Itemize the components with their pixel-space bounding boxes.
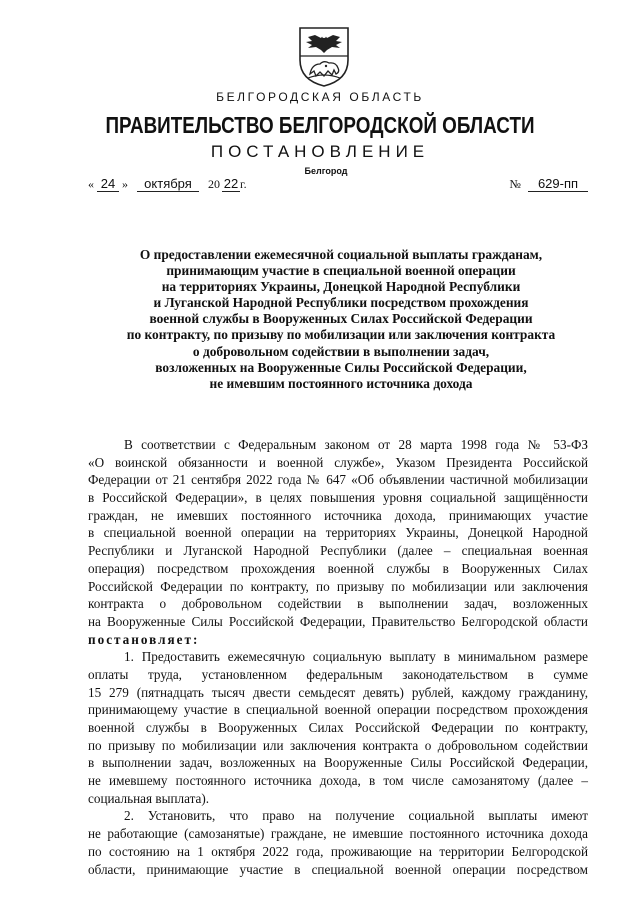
body-line: принимающему участие в специальной военной операции посредством прохождения: [88, 702, 588, 718]
region-name: БЕЛГОРОДСКАЯ ОБЛАСТЬ: [216, 90, 424, 104]
body-line: контракта о добровольном содействии в выполнении задач, возложенных: [88, 596, 588, 612]
document-title: [86, 247, 596, 392]
title-line: по контракту, по призыву по мобилизации или заключения контракта: [126, 327, 556, 343]
date-year-prefix: 20: [208, 177, 220, 191]
date-year-unit: г.: [240, 177, 247, 191]
body-line: социальная выплата).: [88, 790, 210, 806]
body-line: на Вооруженные Силы Российской Федерации, Правительство Белгородской области: [88, 613, 588, 629]
body-line: Российской Федерации по контракту, по призыву по мобилизации или заключения: [88, 578, 588, 594]
body-line: в специальной военной операции на территориях Украины, Донецкой Народной: [88, 525, 588, 541]
date-close-quote: »: [122, 177, 128, 191]
body-line: оплаты труда, установленном федеральным законодательством в сумме: [88, 666, 588, 682]
body-line: 15 279 (пятнадцать тысяч двести семьдесят девять) рублей, каждому гражданину,: [88, 684, 588, 700]
city-name: Белгород: [304, 166, 348, 176]
document-date: [88, 177, 247, 192]
body-line: граждан, не имевших постоянного источника дохода, принимающих участие: [88, 507, 588, 523]
title-line: О предоставлении ежемесячной социальной выплаты гражданам,: [139, 247, 543, 262]
body-line: не работающие (самозанятые) граждане, не имевшие постоянного источника дохода: [88, 826, 588, 842]
body-line: не имевшему постоянного источника дохода, в том числе самозанятому (далее –: [88, 773, 588, 789]
date-open-quote: «: [88, 177, 94, 191]
body-line: Федерации от 21 сентября 2022 года № 647 «Об объявлении частичной мобилизации: [88, 472, 588, 488]
body-line: 2. Установить, что право на получение социальной выплаты имеют: [124, 808, 588, 824]
body-line: области, принимающие участие в специальной военной операции посредством: [88, 861, 588, 877]
body-line: в выполнении задач, возложенных на Вооруженные Силы Российской Федерации,: [88, 755, 588, 771]
document-type: ПОСТАНОВЛЕНИЕ: [210, 142, 430, 161]
date-day: 24: [97, 177, 119, 192]
body-line: по призыву по мобилизации или заключения контракта о добровольном содействии: [88, 737, 588, 753]
body-line: «О воинской обязанности и военной службе», Указом Президента Российской: [88, 454, 588, 470]
title-line: о добровольном содействии в выполнении задач,: [192, 343, 490, 359]
body-line: военной службы в Вооруженных Силах Российской Федерации по контракту,: [88, 720, 588, 735]
body-line: по состоянию на 1 октября 2022 года, проживающие на территории Белгородской: [88, 843, 588, 859]
number-label: №: [509, 177, 521, 191]
coat-of-arms-icon: [296, 26, 352, 88]
title-line: военной службы в Вооруженных Силах Российской Федерации: [149, 311, 533, 327]
title-line: возложенных на Вооруженные Силы Российской Федерации,: [155, 359, 527, 375]
body-line: Республики и Луганской Народной Республики (далее – специальная военная: [88, 543, 588, 559]
document-body: [88, 436, 588, 878]
title-line: не имевшим постоянного источника дохода: [209, 375, 473, 391]
title-line: и Луганской Народной Республики посредством прохождения: [153, 295, 529, 311]
document-number: [510, 177, 588, 192]
body-line: 1. Предоставить ежемесячную социальную выплату в минимальном размере: [124, 649, 588, 665]
title-line: на территориях Украины, Донецкой Народной Республики: [161, 279, 521, 295]
title-line: принимающим участие в специальной военной операции: [166, 263, 516, 279]
body-line: В соответствии с Федеральным законом от 28 марта 1998 года № 53-ФЗ: [124, 437, 588, 452]
body-line: операция) посредством прохождения военной службы в Вооруженных Силах: [88, 560, 588, 576]
number-value: 629-пп: [528, 177, 588, 192]
date-month: октября: [137, 177, 199, 192]
date-year-suffix: 22: [223, 176, 239, 191]
resolution-word: постановляет:: [88, 631, 200, 647]
dateline: [88, 177, 588, 195]
body-line: в Российской Федерации», в целях повышения уровня социальной защищённости: [88, 490, 588, 506]
government-name: ПРАВИТЕЛЬСТВО БЕЛГОРОДСКОЙ ОБЛАСТИ: [105, 112, 535, 138]
